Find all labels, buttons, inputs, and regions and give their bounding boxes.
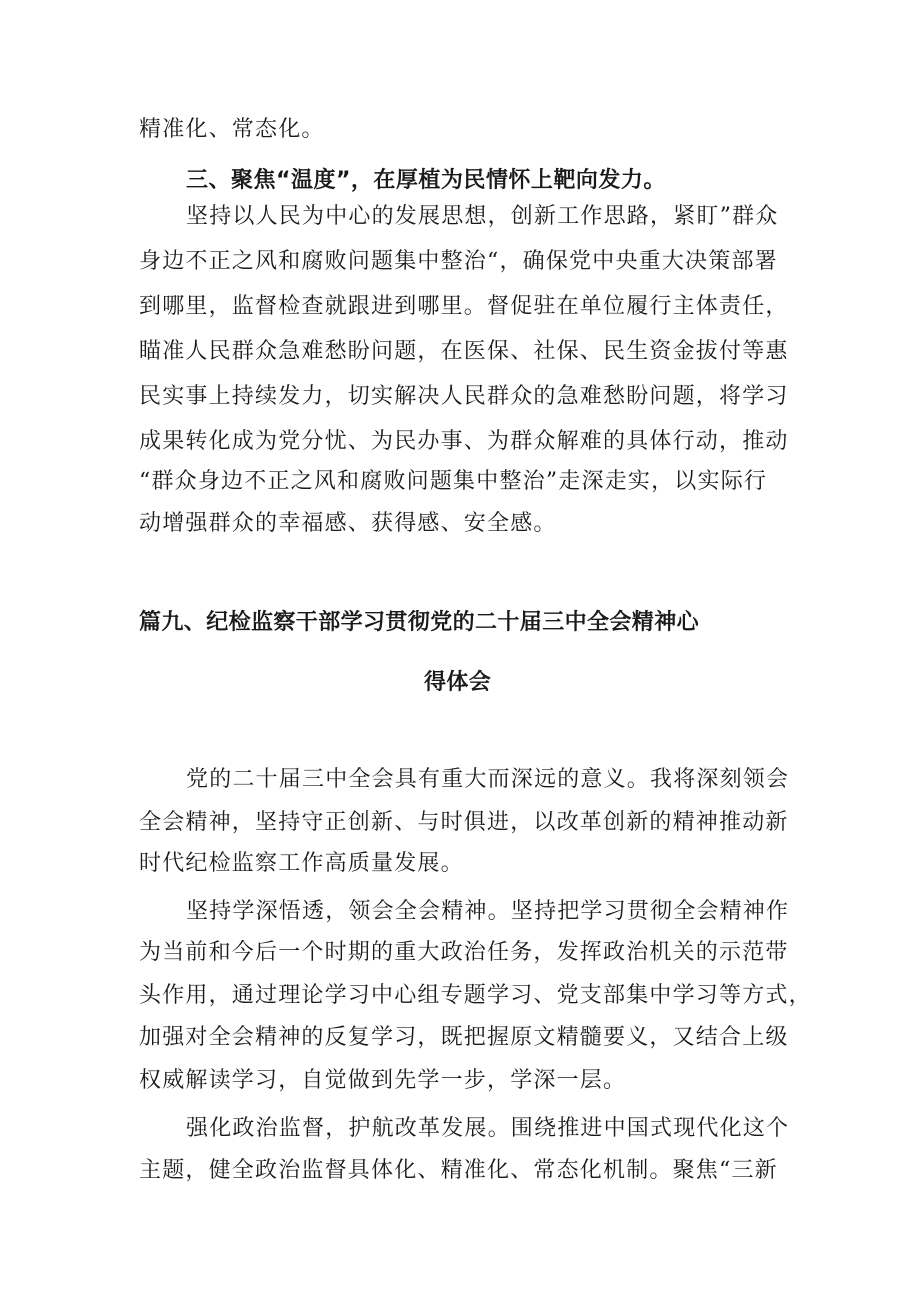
paragraph-line: 动增强群众的幸福感、获得感、安全感。 bbox=[139, 511, 557, 536]
paragraph-line: 时代纪检监察工作高质量发展。 bbox=[139, 851, 464, 876]
paragraph-line: 头作用，通过理论学习中心组专题学习、党支部集中学习等方式， bbox=[139, 983, 812, 1008]
paragraph-line: 坚持学深悟透，领会全会精神。坚持把学习贯彻全会精神作 bbox=[186, 899, 790, 924]
paragraph-line: 强化政治监督，护航改革发展。围绕推进中国式现代化这个 bbox=[186, 1116, 790, 1141]
paragraph-line: 民实事上持续发力，切实解决人民群众的急难愁盼问题，将学习 bbox=[139, 384, 789, 409]
paragraph-line: 权威解读学习，自觉做到先学一步，学深一层。 bbox=[139, 1068, 627, 1093]
paragraph-line: 加强对全会精神的反复学习，既把握原文精髓要义，又结合上级 bbox=[139, 1025, 789, 1050]
paragraph-line: “群众身边不正之风和腐败问题集中整治”走深走实，以实际行 bbox=[139, 469, 768, 494]
paragraph-line: 到哪里，监督检查就跟进到哪里。督促驻在单位履行主体责任， bbox=[139, 294, 789, 319]
section-heading: 三、聚焦“温度”，在厚植为民情怀上靶向发力。 bbox=[186, 168, 666, 193]
paragraph-line: 坚持以人民为中心的发展思想，创新工作思路，紧盯”群众 bbox=[186, 204, 779, 229]
paragraph-line: 瞄准人民群众急难愁盼问题，在医保、社保、民生资金拔付等惠 bbox=[139, 339, 789, 364]
paragraph-line: 身边不正之风和腐败问题集中整治“，确保党中央重大决策部署 bbox=[139, 249, 778, 274]
paragraph-line: 主题，健全政治监督具体化、精准化、常态化机制。聚焦“三新 bbox=[139, 1158, 778, 1183]
paragraph-line: 全会精神，坚持守正创新、与时俱进，以改革创新的精神推动新 bbox=[139, 810, 789, 835]
paragraph-line: 成果转化成为党分忧、为民办事、为群众解难的具体行动，推动 bbox=[139, 429, 789, 454]
article-title-cont: 得体会 bbox=[424, 670, 492, 695]
paragraph-line: 党的二十届三中全会具有重大而深远的意义。我将深刻领会 bbox=[186, 767, 790, 792]
paragraph-line: 为当前和今后一个时期的重大政治任务，发挥政治机关的示范带 bbox=[139, 940, 789, 965]
continuation-line: 精准化、常态化。 bbox=[139, 117, 325, 142]
article-title: 篇九、纪检监察干部学习贯彻党的二十届三中全会精神心 bbox=[139, 610, 700, 635]
